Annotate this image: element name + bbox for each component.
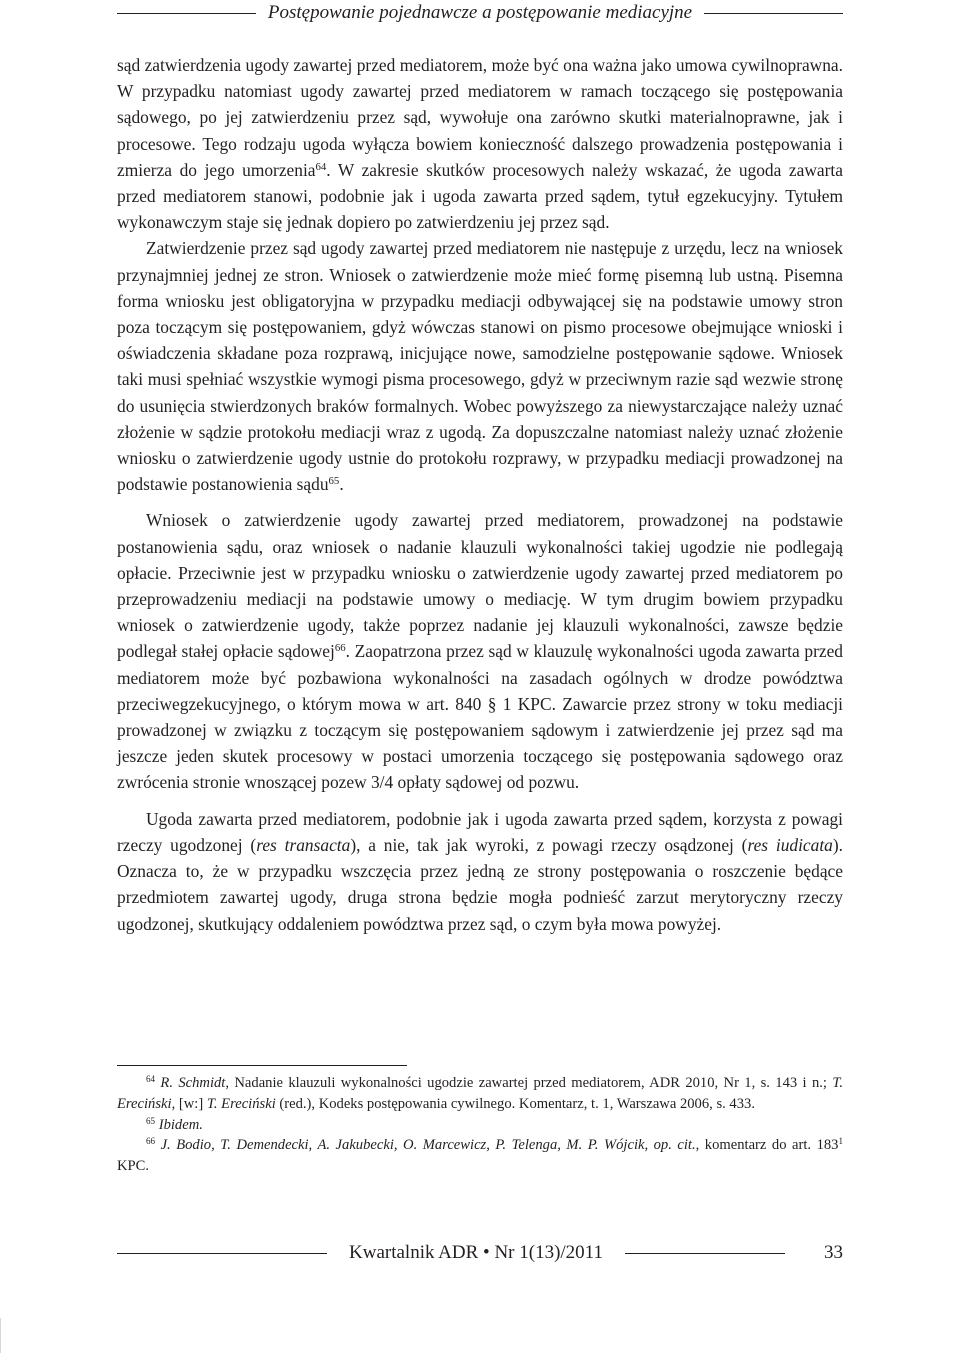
- paragraph-4-text-c: ). Oznacza to, że w przypadku wszczęcia przez jedną ze strony postępowania o roszczenie będące przedmiotem zawartej ugody, druga strona będzie mogła podnieść zarzut merytoryczny rzeczy ugodzonej, skutkujący oddaleniem powództwa przez sąd, o czym była mowa powyżej.: [117, 834, 844, 934]
- footnote-author: T. Ereciński: [206, 1095, 276, 1112]
- footnote-author: T. Ereciński: [117, 1075, 844, 1112]
- footnote-author: R. Schmidt: [160, 1075, 226, 1091]
- footnote-separator: [117, 1065, 407, 1066]
- footnote-authors: J. Bodio, T. Demendecki, A. Jakubecki, O. Marcewicz, P. Telenga, M. P. Wójcik, op. cit.: [160, 1137, 696, 1154]
- header-rule-right: [704, 13, 843, 14]
- paragraph-4-text-b: ), a nie, tak jak wyroki, z powagi rzeczy osądzonej (: [350, 834, 748, 855]
- footer-rule-left: [117, 1253, 327, 1254]
- page-footer: [117, 1238, 843, 1268]
- paragraph-2: [117, 235, 843, 497]
- footer-rule-right: [625, 1253, 785, 1254]
- paragraph-2-text-a: Zatwierdzenie przez sąd ugody zawartej przed mediatorem nie następuje z urzędu, lecz na wniosek przynajmniej jednej ze stron. Wniosek o zatwierdzenie może mieć formę pisemną lub ustną. Pisemna forma wniosku jest obligatoryjna w przypadku mediacji odbywającej się na podstawie umowy stron poza toczącym się postępowaniem, gdyż wówczas stanowi on pismo procesowe obejmujące wnioski i oświadczenia składane poza rozprawą, inicjujące nowe, samodzielne postępowanie sądowe. Wniosek taki musi spełniać wszystkie wymogi pisma procesowego, gdyż w przeciwnym razie sąd wezwie stronę do usunięcia stwierdzonych braków formalnych. Wobec powyższego za niewystarczające należy uznać złożenie w sądzie protokołu mediacji wraz z ugodą. Za dopuszczalne natomiast należy uznać złożenie wniosku o zatwierdzenie ugody ustnie do protokołu rozprawy, w przypadku mediacji prowadzonej na podstawie postanowienia sądu: [117, 238, 843, 495]
- footnote-number: 65: [146, 1115, 156, 1126]
- main-text: [117, 52, 843, 937]
- running-header: [117, 0, 843, 26]
- footnotes: [117, 1073, 843, 1177]
- paragraph-3: [117, 507, 843, 795]
- paragraph-1: [117, 52, 843, 235]
- journal-name: Kwartalnik ADR • Nr 1(13)/2011: [349, 1242, 603, 1263]
- paragraph-3-text-b: . Zaopatrzona przez sąd w klauzulę wykonalności ugoda zawarta przed mediatorem może być pozbawiona wykonalności na zasadach ogólnych w drodze powództwa przeciwegzekucyjnego, o którym mowa w art. 840 § 1 KPC. Zawarcie przez strony w toku mediacji prowadzonej w związku z toczącym się postępowaniem sądowym i zatwierdzenie jej przez sąd ma jeszcze jeden skutek procesowy w postaci umorzenia toczącego się postępowania sądowego oraz zwrócenia stronie wnoszącej pozew 3/4 opłaty sądowej od pozwu.: [117, 641, 843, 793]
- footnote-ref-64: 64: [315, 160, 327, 173]
- footnote-ref-66: 66: [334, 642, 346, 655]
- page-edge-mark: [0, 1318, 9, 1353]
- footnote-text: , komentarz do art. 183: [695, 1137, 839, 1154]
- paragraph-2-text-b: .: [339, 474, 344, 495]
- footnote-ref-65: 65: [328, 475, 340, 487]
- paragraph-4: [117, 806, 843, 937]
- footnote-text: (red.), Kodeks postępowania cywilnego. Komentarz, t. 1, Warszawa 2006, s. 433.: [275, 1095, 755, 1112]
- footnote-text: , Nadanie klauzuli wykonalności ugodzie zawartej przed mediatorem, ADR 2010, Nr 1, s. 143 i n.;: [225, 1075, 833, 1091]
- footnote-65: [117, 1115, 843, 1136]
- footnote-number: 66: [146, 1136, 156, 1147]
- footnote-64: [117, 1073, 843, 1115]
- paragraph-1-text-b: . W zakresie skutków procesowych należy wskazać, że ugoda zawarta przed mediatorem stanowi, podobnie jak i ugoda zawarta przed sądem, tytuł egzekucyjny. Tytułem wykonawczym staje się jednak dopiero po zatwierdzeniu jej przez sąd.: [117, 159, 843, 233]
- running-title: Postępowanie pojednawcze a postępowanie mediacyjne: [267, 2, 693, 23]
- latin-term-res-transacta: res transacta: [256, 834, 351, 855]
- paragraph-1-text-a: sąd zatwierdzenia ugody zawartej przed mediatorem, może być ona ważna jako umowa cywilnoprawna. W przypadku natomiast ugody zawartej przed mediatorem w ramach toczącego się postępowania sądowego, po jej zatwierdzeniu przez sąd, wywołuje ona zarówno skutki materialnoprawne, jak i procesowe. Tego rodzaju ugoda wyłącza bowiem konieczność dalszego prowadzenia postępowania i zmierza do jego umorzenia: [117, 55, 843, 180]
- footnote-number: 64: [146, 1073, 156, 1084]
- footnote-text: , [w:]: [171, 1095, 207, 1112]
- page-number: 33: [824, 1242, 843, 1263]
- paragraph-3-text-a: Wniosek o zatwierdzenie ugody zawartej przed mediatorem, prowadzonej na podstawie postanowienia sądu, oraz wniosek o nadanie klauzuli wykonalności takiej ugodzie nie podlegają opłacie. Przeciwnie jest w przypadku wniosku o zatwierdzenie ugody zawartej przed mediatorem po przeprowadzeniu mediacji na podstawie umowy o mediację. W tym drugim bowiem przypadku wniosek o zatwierdzenie ugody, także poprzez nadanie jej klauzuli wykonalności, zawsze będzie podlegał stałej opłacie sądowej: [117, 510, 843, 662]
- paragraph-4-text-a: Ugoda zawarta przed mediatorem, podobnie jak i ugoda zawarta przed sądem, korzysta z powagi rzeczy ugodzonej (: [117, 808, 843, 855]
- header-rule-left: [117, 13, 256, 14]
- article-superscript: 1: [838, 1136, 844, 1147]
- footnote-66: [117, 1135, 843, 1177]
- latin-term-res-iudicata: res iudicata: [747, 834, 833, 855]
- footnote-text: Ibidem.: [158, 1116, 203, 1133]
- footnote-text: KPC.: [117, 1158, 150, 1175]
